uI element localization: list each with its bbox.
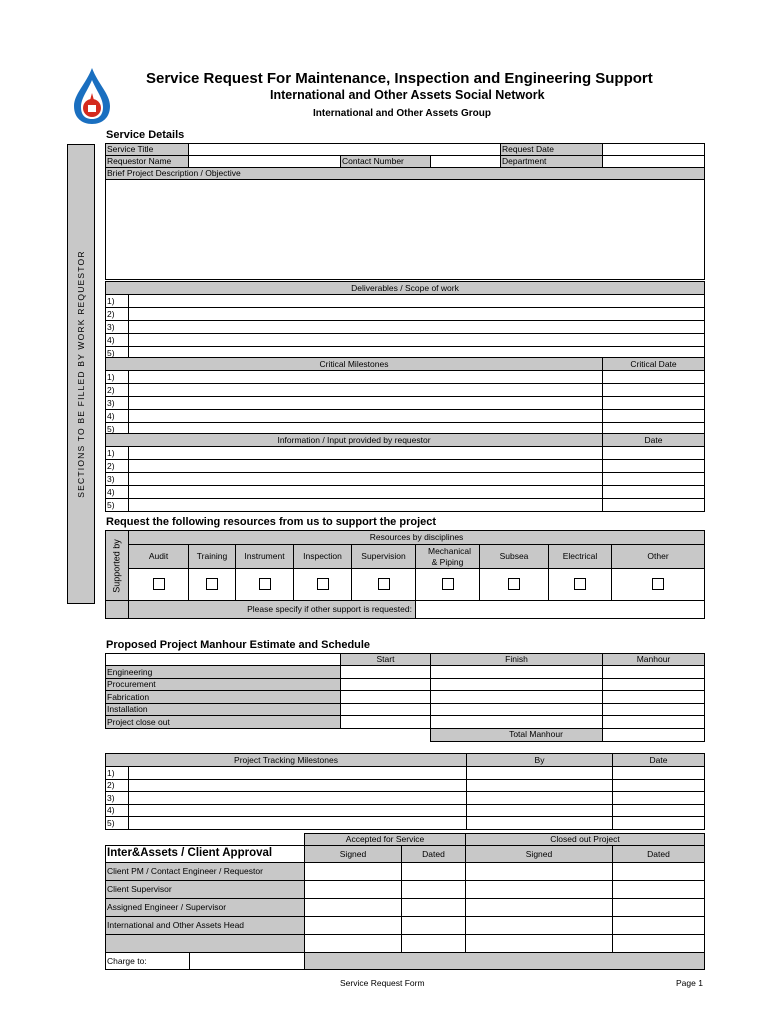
row-number: 4): [106, 410, 129, 423]
signature-field[interactable]: [305, 917, 402, 935]
start-header: Start: [341, 654, 431, 666]
inspection-checkbox-cell: [294, 569, 352, 601]
side-label-bar: [67, 144, 95, 604]
service-details-table: [105, 143, 705, 280]
blank-cell: [106, 601, 129, 619]
date-field[interactable]: [402, 899, 466, 917]
signature-field[interactable]: [305, 863, 402, 881]
date-field[interactable]: [613, 863, 705, 881]
discipline-inspection: Inspection: [294, 545, 352, 569]
department-field[interactable]: [603, 156, 705, 168]
brief-description-label: Brief Project Description / Objective: [106, 168, 705, 180]
information-field[interactable]: [129, 460, 603, 473]
supervision-checkbox-cell: [352, 569, 416, 601]
tracking-field[interactable]: [129, 804, 467, 817]
tracking-by-field[interactable]: [467, 779, 613, 792]
footer-form-name: Service Request Form: [340, 978, 425, 988]
milestone-field[interactable]: [129, 410, 603, 423]
supervision-checkbox[interactable]: [378, 578, 390, 590]
deliverable-field[interactable]: [129, 321, 705, 334]
contact-number-field[interactable]: [431, 156, 501, 168]
row-number: 2): [106, 308, 129, 321]
approval-role-client-supervisor: Client Supervisor: [106, 881, 305, 899]
signature-field[interactable]: [466, 899, 613, 917]
signature-field[interactable]: [305, 881, 402, 899]
service-details-heading: Service Details: [106, 129, 185, 141]
date-field[interactable]: [402, 935, 466, 953]
tracking-date-field[interactable]: [613, 817, 705, 830]
approval-role-client-pm: Client PM / Contact Engineer / Requestor: [106, 863, 305, 881]
deliverable-field[interactable]: [129, 308, 705, 321]
requestor-name-field[interactable]: [189, 156, 341, 168]
company-logo: [66, 66, 118, 126]
manhour-field[interactable]: [603, 703, 705, 716]
closed-out-project-header: Closed out Project: [466, 834, 705, 846]
row-number: 2): [106, 460, 129, 473]
accepted-signed-header: Signed: [305, 846, 402, 863]
service-title-field[interactable]: [189, 144, 501, 156]
date-field[interactable]: [613, 935, 705, 953]
signature-field[interactable]: [466, 863, 613, 881]
audit-checkbox[interactable]: [153, 578, 165, 590]
manhour-heading: Proposed Project Manhour Estimate and Schedule: [106, 639, 371, 651]
information-table: [105, 433, 705, 512]
finish-field[interactable]: [431, 703, 603, 716]
approval-blank-corner: [106, 834, 305, 846]
brief-description-field[interactable]: [106, 180, 705, 280]
closed-signed-header: Signed: [466, 846, 613, 863]
information-date-field[interactable]: [603, 486, 705, 499]
critical-milestones-table: [105, 357, 705, 436]
instrument-checkbox[interactable]: [259, 578, 271, 590]
discipline-mechanical-piping: Mechanical & Piping: [416, 545, 480, 569]
tracking-field[interactable]: [129, 767, 467, 780]
row-number: 1): [106, 371, 129, 384]
tracking-by-field[interactable]: [467, 804, 613, 817]
contact-number-label: Contact Number: [341, 156, 431, 168]
electrical-checkbox[interactable]: [574, 578, 586, 590]
charge-to-label: Charge to:: [106, 953, 190, 969]
tracking-field[interactable]: [129, 779, 467, 792]
tracking-milestones-header: Project Tracking Milestones: [106, 754, 467, 767]
phase-installation: Installation: [106, 703, 341, 716]
tracking-date-field[interactable]: [613, 779, 705, 792]
accepted-for-service-header: Accepted for Service: [305, 834, 466, 846]
phase-procurement: Procurement: [106, 678, 341, 691]
discipline-audit: Audit: [129, 545, 189, 569]
information-header: Information / Input provided by requestor: [106, 434, 603, 447]
training-checkbox-cell: [189, 569, 236, 601]
tracking-by-field[interactable]: [467, 817, 613, 830]
row-number: 2): [106, 779, 129, 792]
milestone-field[interactable]: [129, 397, 603, 410]
tracking-date-field[interactable]: [613, 767, 705, 780]
tracking-date-header: Date: [613, 754, 705, 767]
row-number: 3): [106, 321, 129, 334]
inspection-checkbox[interactable]: [317, 578, 329, 590]
total-manhour-field[interactable]: [603, 728, 705, 741]
requestor-name-label: Requestor Name: [106, 156, 189, 168]
accepted-dated-header: Dated: [402, 846, 466, 863]
subsea-checkbox[interactable]: [508, 578, 520, 590]
information-date-field[interactable]: [603, 473, 705, 486]
date-field[interactable]: [613, 899, 705, 917]
finish-field[interactable]: [431, 666, 603, 679]
manhour-field[interactable]: [603, 716, 705, 729]
row-number: 3): [106, 473, 129, 486]
date-field[interactable]: [613, 917, 705, 935]
charge-to-blank: [305, 953, 705, 970]
row-number: 1): [106, 295, 129, 308]
signature-field[interactable]: [466, 917, 613, 935]
milestone-field[interactable]: [129, 384, 603, 397]
tracking-date-field[interactable]: [613, 792, 705, 805]
phase-engineering: Engineering: [106, 666, 341, 679]
approval-role-assigned-engineer: Assigned Engineer / Supervisor: [106, 899, 305, 917]
deliverables-table: [105, 281, 705, 360]
date-field[interactable]: [402, 863, 466, 881]
information-field[interactable]: [129, 447, 603, 460]
manhour-field[interactable]: [603, 691, 705, 704]
row-number: 4): [106, 804, 129, 817]
information-date-field[interactable]: [603, 460, 705, 473]
supported-by-cell: [106, 531, 129, 601]
approval-role-blank: [106, 935, 305, 953]
closed-dated-header: Dated: [613, 846, 705, 863]
tracking-table: [105, 753, 705, 830]
tracking-field[interactable]: [129, 792, 467, 805]
other-support-field[interactable]: [416, 601, 705, 619]
information-date-field[interactable]: [603, 499, 705, 512]
tracking-by-field[interactable]: [467, 792, 613, 805]
discipline-training: Training: [189, 545, 236, 569]
finish-field[interactable]: [431, 716, 603, 729]
approval-role-assets-head: International and Other Assets Head: [106, 917, 305, 935]
service-title-label: Service Title: [106, 144, 189, 156]
discipline-instrument: Instrument: [236, 545, 294, 569]
approval-table: [105, 833, 705, 970]
supported-by-label: Supported by: [111, 538, 122, 593]
row-number: 5): [106, 423, 129, 436]
discipline-electrical: Electrical: [549, 545, 612, 569]
row-number: 2): [106, 384, 129, 397]
signature-field[interactable]: [305, 935, 402, 953]
electrical-checkbox-cell: [549, 569, 612, 601]
charge-to-cell: [106, 953, 305, 970]
row-number: 4): [106, 486, 129, 499]
signature-field[interactable]: [305, 899, 402, 917]
resources-table: [105, 530, 705, 619]
audit-checkbox-cell: [129, 569, 189, 601]
discipline-supervision: Supervision: [352, 545, 416, 569]
disciplines-header: Resources by disciplines: [129, 531, 705, 545]
information-field[interactable]: [129, 486, 603, 499]
phase-project-close-out: Project close out: [106, 716, 341, 729]
form-subtitle: International and Other Assets Social Network: [270, 88, 545, 102]
footer-page-number: Page 1: [676, 978, 703, 988]
request-date-field[interactable]: [603, 144, 705, 156]
other-checkbox[interactable]: [652, 578, 664, 590]
start-field[interactable]: [341, 716, 431, 729]
date-field[interactable]: [402, 917, 466, 935]
row-number: 1): [106, 447, 129, 460]
row-number: 5): [106, 817, 129, 830]
start-field[interactable]: [341, 666, 431, 679]
information-date-header: Date: [603, 434, 705, 447]
row-number: 3): [106, 397, 129, 410]
tracking-by-header: By: [467, 754, 613, 767]
start-field[interactable]: [341, 691, 431, 704]
discipline-subsea: Subsea: [480, 545, 549, 569]
finish-field[interactable]: [431, 691, 603, 704]
side-label-text: SECTIONS TO BE FILLED BY WORK REQUESTOR: [75, 250, 86, 498]
tracking-by-field[interactable]: [467, 767, 613, 780]
critical-date-field[interactable]: [603, 384, 705, 397]
row-number: 5): [106, 499, 129, 512]
date-field[interactable]: [402, 881, 466, 899]
manhour-header: Manhour: [603, 654, 705, 666]
finish-header: Finish: [431, 654, 603, 666]
spacer-cell: [106, 728, 431, 741]
manhour-field[interactable]: [603, 666, 705, 679]
date-field[interactable]: [613, 881, 705, 899]
start-field[interactable]: [341, 703, 431, 716]
manhour-field[interactable]: [603, 678, 705, 691]
deliverable-field[interactable]: [129, 295, 705, 308]
start-field[interactable]: [341, 678, 431, 691]
other-support-label: Please specify if other support is requested:: [129, 601, 416, 619]
row-number: 3): [106, 792, 129, 805]
instrument-checkbox-cell: [236, 569, 294, 601]
deliverable-field[interactable]: [129, 334, 705, 347]
group-name: International and Other Assets Group: [313, 108, 491, 119]
mechanical-piping-checkbox-cell: [416, 569, 480, 601]
critical-date-field[interactable]: [603, 371, 705, 384]
tracking-field[interactable]: [129, 817, 467, 830]
information-field[interactable]: [129, 473, 603, 486]
row-number: 4): [106, 334, 129, 347]
manhour-table: [105, 653, 705, 742]
phase-fabrication: Fabrication: [106, 691, 341, 704]
milestone-field[interactable]: [129, 371, 603, 384]
discipline-other: Other: [612, 545, 705, 569]
information-date-field[interactable]: [603, 447, 705, 460]
critical-date-field[interactable]: [603, 397, 705, 410]
critical-date-field[interactable]: [603, 410, 705, 423]
department-label: Department: [501, 156, 603, 168]
information-field[interactable]: [129, 499, 603, 512]
other-checkbox-cell: [612, 569, 705, 601]
request-date-label: Request Date: [501, 144, 603, 156]
finish-field[interactable]: [431, 678, 603, 691]
deliverables-header: Deliverables / Scope of work: [106, 282, 705, 295]
signature-field[interactable]: [466, 935, 613, 953]
subsea-checkbox-cell: [480, 569, 549, 601]
row-number: 1): [106, 767, 129, 780]
charge-to-field[interactable]: [189, 953, 304, 969]
critical-date-header: Critical Date: [603, 358, 705, 371]
training-checkbox[interactable]: [206, 578, 218, 590]
total-manhour-label: Total Manhour: [431, 728, 603, 741]
approval-title: Inter&Assets / Client Approval: [106, 846, 305, 863]
mechanical-piping-checkbox[interactable]: [442, 578, 454, 590]
resources-heading: Request the following resources from us to support the project: [106, 516, 437, 528]
row-number: 5): [106, 347, 129, 360]
form-title: Service Request For Maintenance, Inspection and Engineering Support: [146, 70, 653, 87]
critical-milestones-header: Critical Milestones: [106, 358, 603, 371]
manhour-blank-header: [106, 654, 341, 666]
tracking-date-field[interactable]: [613, 804, 705, 817]
signature-field[interactable]: [466, 881, 613, 899]
